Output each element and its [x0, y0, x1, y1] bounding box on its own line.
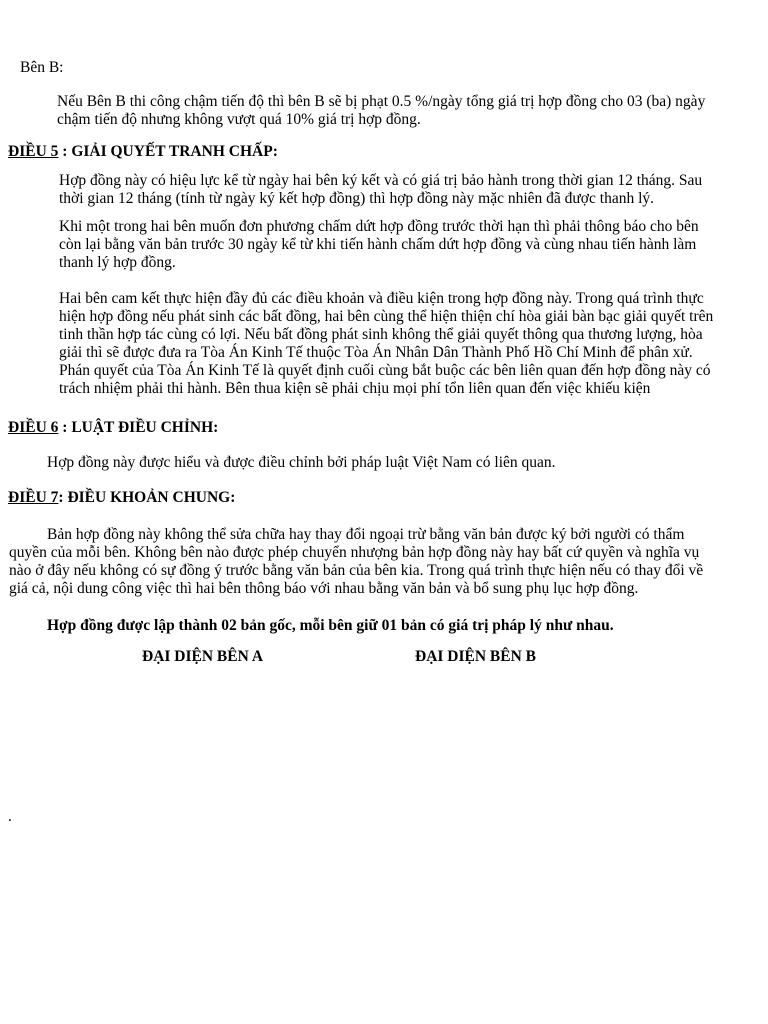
- article-7-title: ĐIỀU KHOẢN CHUNG:: [67, 489, 236, 506]
- article-7-separator: :: [58, 489, 68, 506]
- signature-party-a: ĐẠI DIỆN BÊN A: [142, 648, 264, 665]
- article-6-paragraph-1: Hợp đồng này được hiểu và được điều chỉnh bởi pháp luật Việt Nam có liên quan.: [47, 454, 556, 471]
- article-7-heading: [8, 489, 235, 507]
- article-7-paragraph-1: Bản hợp đồng này không thể sửa chữa hay thay đổi ngoại trừ bằng văn bản được ký bởi người có thẩm quyền của mỗi bên. Không bên nào được phép chuyển nhượng bản hợp đồng này hay bất cứ quyền và nghĩa vụ nào ở đây nếu không có sự đồng ý trước bằng văn bản của bên kia. Trong quá trình thực hiện nếu có thay đổi về giá cả, nội dung công việc thì hai bên thông báo với nhau bằng văn bản và bổ sung phụ lục hợp đồng.: [9, 526, 704, 597]
- article-6-heading: [8, 419, 218, 437]
- party-b-label: Bên B:: [20, 59, 64, 76]
- stray-mark: .: [8, 808, 12, 825]
- article-6-title: LUẬT ĐIỀU CHỈNH:: [71, 419, 219, 436]
- closing-statement: Hợp đồng được lập thành 02 bản gốc, mỗi bên giữ 01 bản có giá trị pháp lý như nhau.: [47, 617, 614, 634]
- article-5-title: GIẢI QUYẾT TRANH CHẤP:: [71, 143, 278, 160]
- article-5-separator: :: [58, 143, 72, 160]
- party-b-penalty-paragraph: Nếu Bên B thi công chậm tiến độ thì bên B sẽ bị phạt 0.5 %/ngày tổng giá trị hợp đồng cho 03 (ba) ngày chậm tiến độ nhưng không vượt quá 10% giá trị hợp đồng.: [57, 93, 706, 128]
- article-5-number: ĐIỀU 5: [8, 143, 59, 160]
- article-6-separator: :: [58, 419, 72, 436]
- article-5-paragraph-3: Hai bên cam kết thực hiện đầy đủ các điều khoản và điều kiện trong hợp đồng này. Trong quá trình thực hiện hợp đồng nếu phát sinh các bất đồng, hai bên cùng thể hiện thiện chí hòa giải bàn bạc giải quyết trên tinh thần hợp tác cùng có lợi. Nếu bất đồng phát sinh không thể giải quyết thông qua thương lượng, hòa giải thì sẽ được đưa ra Tòa Án Kinh Tế thuộc Tòa Án Nhân Dân Thành Phố Hồ Chí Minh để phân xử. Phán quyết của Tòa Án Kinh Tế là quyết định cuối cùng bắt buộc các bên liên quan đến hợp đồng này có trách nhiệm phải thi hành. Bên thua kiện sẽ phải chịu mọi phí tổn liên quan đến việc khiếu kiện: [59, 290, 714, 397]
- article-5-heading: [8, 143, 278, 161]
- article-5-paragraph-2: Khi một trong hai bên muốn đơn phương chấm dứt hợp đồng trước thời hạn thì phải thông báo cho bên còn lại bằng văn bản trước 30 ngày kể từ khi tiến hành chấm dứt hợp đồng và cùng nhau tiến hành làm thanh lý hợp đồng.: [59, 218, 699, 271]
- signature-party-b: ĐẠI DIỆN BÊN B: [415, 648, 537, 665]
- article-6-number: ĐIỀU 6: [8, 419, 59, 436]
- article-7-number: ĐIỀU 7: [8, 489, 59, 506]
- article-5-paragraph-1: Hợp đồng này có hiệu lực kể từ ngày hai bên ký kết và có giá trị bảo hành trong thời gian 12 tháng. Sau thời gian 12 tháng (tính từ ngày ký kết hợp đồng) thì hợp đồng này mặc nhiên đã được thanh lý.: [59, 172, 703, 207]
